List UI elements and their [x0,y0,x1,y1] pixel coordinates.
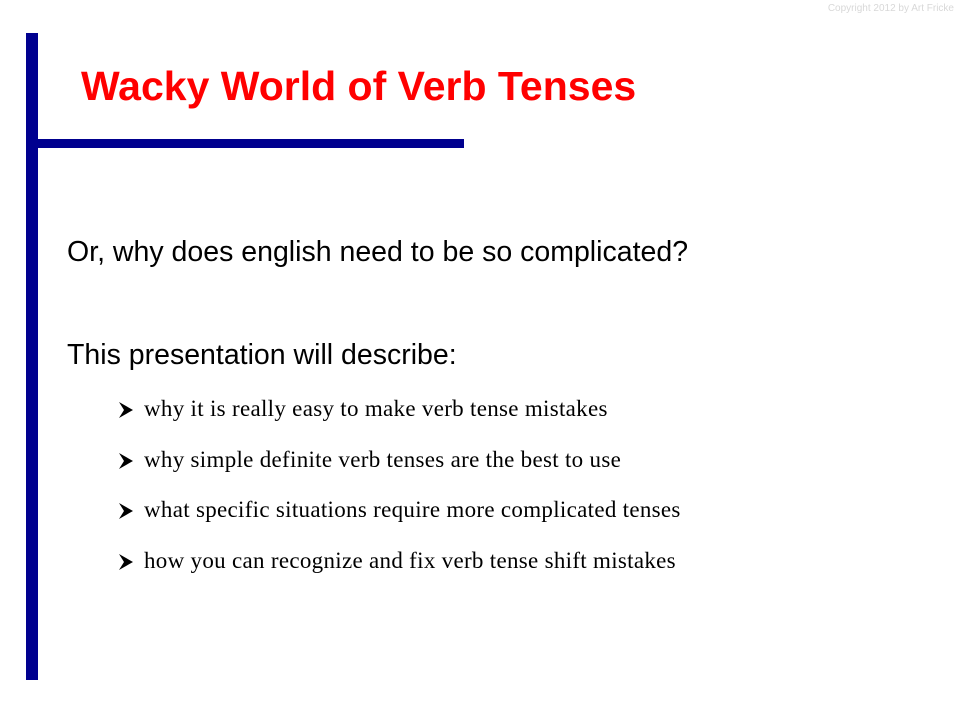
describe-heading: This presentation will describe: [67,339,457,371]
horizontal-accent-bar [26,139,464,148]
vertical-accent-bar [26,33,38,680]
list-item [116,497,681,548]
list-item [116,447,681,498]
bullet-list [116,396,681,598]
bullet-text: how you can recognize and fix verb tense shift mistakes [144,547,676,573]
bullet-text: what specific situations require more complicated tenses [144,497,681,522]
arrow-bullet-icon [116,400,144,426]
bullet-text: why it is really easy to make verb tense mistakes [144,396,608,421]
arrow-bullet-icon [116,552,144,578]
arrow-bullet-icon [116,501,144,527]
list-item [116,548,681,599]
subtitle-question: Or, why does english need to be so complicated? [67,236,689,268]
slide-title: Wacky World of Verb Tenses [81,63,637,109]
list-item [116,396,681,447]
copyright-notice: Copyright 2012 by Art Fricke [827,3,954,14]
bullet-text: why simple definite verb tenses are the best to use [144,446,622,472]
arrow-bullet-icon [116,451,144,477]
